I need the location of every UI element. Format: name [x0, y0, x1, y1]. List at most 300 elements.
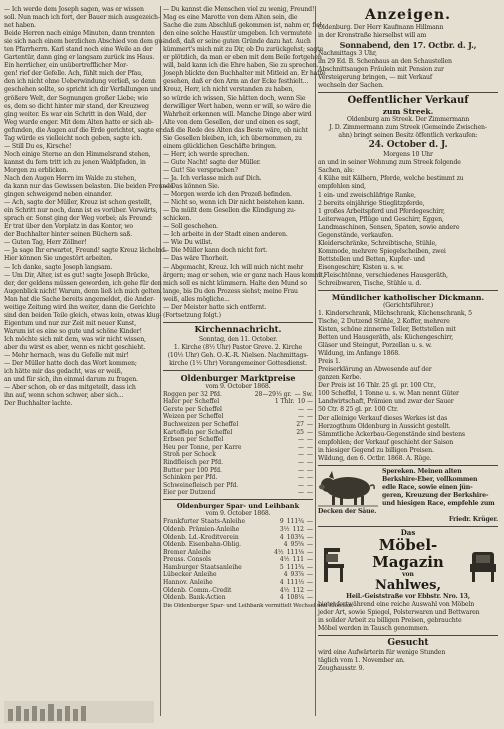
bank-rates-title: Oldenburger Spar- und Leihbank	[176, 501, 300, 510]
story-text-line: — Ich danke, sagte Joseph langsam.	[4, 263, 113, 271]
market-price-row-cell: Gerste per Scheffel	[163, 405, 222, 413]
story-text-line: Kreuz, Herr, ich nicht verstanden zu haben,	[163, 86, 294, 94]
pig-ad-line: edle Race, sowie einen jün-	[382, 483, 473, 491]
story-text-line: lange, bis Du den Prozess siehst; meine Frau	[163, 287, 298, 295]
verkauf-subtitle: zum Streek.	[382, 107, 434, 117]
market-price-row-cell: —	[298, 466, 304, 474]
story-text-line: — Um Dir, Alter, ist es gut! sagte Joseph Brücke,	[4, 271, 150, 279]
story-text-line: — Gut! Sie versprachen?	[163, 166, 238, 174]
divider	[318, 526, 498, 527]
bank-rate-row-cell: 95⅝	[290, 541, 304, 549]
divider	[318, 92, 498, 93]
story-text-line: gingen schweigend neben einander.	[4, 191, 113, 199]
market-price-row	[163, 406, 313, 414]
story-text-line: — Ja sage Ihr erwartet, Freund! sagte Kreuz lächelnd.	[4, 247, 167, 255]
divider	[163, 370, 313, 371]
market-price-row-cell: Buchweizen per Scheffel	[163, 421, 239, 429]
dickmann-line: ganzen Kerbe.	[318, 374, 362, 382]
story-text-line: gesehen, daß er den Arm an der Ecke festhielt...	[163, 78, 309, 86]
verkauf-line: 24. October d. J.	[368, 140, 448, 151]
moebel-ad-line: Möbel werden in Tausch genommen.	[318, 624, 429, 632]
market-price-row	[163, 467, 313, 475]
pig-icon	[318, 468, 378, 508]
market-price-row	[163, 436, 313, 444]
bank-rate-row-cell: 111	[292, 556, 304, 564]
market-price-row-cell: —	[307, 466, 313, 474]
story-text-line: den ich nicht ohne Ueberwindung verließ, so denn	[4, 78, 156, 86]
market-price-row-cell: 10 —	[297, 398, 313, 406]
market-price-row	[163, 482, 313, 490]
story-text-line: — Gute Nacht! sagte der Müller.	[163, 158, 261, 166]
verkauf-list-item: Eisengeschirr, Kisten u. s. w.	[318, 263, 404, 271]
story-text-line: Weg wurde enger. Mit dem Alten hatte er sich ab-	[4, 118, 154, 126]
bank-rate-row-cell: 112	[292, 525, 304, 533]
market-price-row-cell: —	[298, 481, 304, 489]
bank-rate-row-cell: Hamburger Staatsanleihe	[163, 563, 242, 571]
moebel-title-3: von	[402, 570, 414, 578]
story-text-line: sind den beiden Teile gleich, etwas kein, etwas klug-	[4, 311, 162, 319]
story-text-line: Ein herrlicher, ein unübertrefflicher Mor-	[4, 62, 128, 70]
church-notice-line: Sonntag, den 11. October.	[198, 335, 278, 343]
market-price-row	[163, 489, 313, 497]
story-text-line: Morgen zu erblicken.	[4, 166, 69, 174]
bank-rate-row-cell: Preuss. Consols	[163, 556, 212, 564]
market-price-row-cell: Roggen per 32 Pfd.	[163, 390, 222, 398]
dickmann-line: 50 Ctr. 8 25 gl. pr. 100 Ctr.	[318, 406, 398, 414]
bank-rate-row-cell: 5	[279, 563, 284, 571]
verkauf-line: Morgens 10 Uhr	[383, 151, 433, 159]
bank-rates-date: vom 9. October 1868.	[205, 510, 271, 518]
verkauf-list-item: Schreibwaren, Tische, Stühle u. d.	[318, 280, 422, 288]
bank-rate-row-cell: 103¾	[286, 533, 304, 541]
verkauf-list-item: Landmaschinen, Sensen, Spaten, sowie andere	[318, 223, 460, 231]
story-text-line: — Guten Tag, Herr Zöllner!	[4, 239, 87, 247]
story-text-line: Wahrheit erkennen will. Manche Dinge aber wird	[163, 110, 312, 118]
market-price-row-cell: —	[298, 436, 304, 444]
bank-rate-row	[163, 587, 313, 595]
chair-icon	[318, 546, 348, 584]
bank-rate-row-cell: —	[307, 571, 313, 579]
story-text-line: es, dem so dicht hinter mir stand, der Kreuzweg	[4, 102, 149, 110]
story-text-line: Augenblick nicht! Warum, denn ließ ich mich gelten.	[4, 287, 162, 295]
story-text-line: geschehen sollte, so spricht ich dir Verfallungen und	[4, 86, 162, 94]
story-text-line: — Soll geschehen.	[163, 223, 219, 231]
bank-rate-row-cell: 3½	[279, 525, 290, 533]
story-text-line: ten Pfarrherrn. Karl stand noch eine Weile an der	[4, 46, 153, 54]
market-price-row-cell: 27	[296, 421, 304, 429]
gesucht-line: täglich vom 1. November an.	[318, 656, 405, 664]
story-text-line: derwilliger Wert haben, wenn er will, so wäre die	[163, 102, 311, 110]
bank-rate-row	[163, 594, 313, 602]
bank-rate-row	[163, 518, 313, 526]
market-price-row-cell: —	[307, 459, 313, 466]
bank-rate-row-cell: —	[307, 541, 313, 549]
column-rule-right	[315, 6, 316, 716]
gesucht-title: Gesucht	[387, 637, 429, 648]
bank-rate-row-cell: —	[307, 525, 313, 533]
bank-rate-row-cell: 4½	[279, 586, 290, 594]
story-text-line: — Herr, ich werde sprechen.	[163, 150, 250, 158]
bank-rate-row-cell: 4½	[274, 548, 284, 556]
anzeigen-intro-line: Sonnabend, den 17. Octbr. d. J.,	[339, 40, 477, 51]
dickmann-line: 1. Kinderschrank, Milchschrank, Küchenschrank, 5	[318, 309, 472, 317]
market-price-row-cell: —	[307, 428, 313, 436]
market-price-row-cell: —	[307, 451, 313, 459]
bank-rate-row-cell: 111⅓	[286, 579, 304, 587]
bank-rates-note: Die Oldenburger Spar- und Leihbank vermittelt Wechsel und Effecten.	[163, 602, 354, 609]
pig-ad-line: Berkshire-Eber, vollkommen	[382, 475, 478, 483]
bank-rate-row-cell: 108¼	[286, 594, 304, 602]
bank-rate-row	[163, 534, 313, 542]
market-price-row-cell: Heu per Tonne, per Karre	[163, 443, 242, 451]
story-text-line: ihn auf, wenn schon schwer, aber sich...	[4, 392, 124, 400]
story-continuation	[163, 6, 326, 320]
bank-rate-row-cell: —	[307, 579, 313, 587]
archive-stamp-icon	[4, 701, 154, 723]
bank-rate-row	[163, 541, 313, 549]
story-text-line: Sache die zum Abschluß gekommen ist, nahm er, fiel	[163, 22, 322, 30]
anzeigen-title: Anzeigen.	[365, 7, 451, 23]
story-text-line: da kann nur das Gewissen belasten. Die beiden Freunde	[4, 183, 174, 191]
dickmann-line: Der Preis ist 16 Thlr. 25 gl. pr. 100 Ctr.,	[318, 382, 436, 390]
story-text-line: den eine solche Haustür umgeben. Ich vermutete	[163, 30, 312, 38]
dickmann-line: Sämmtliche Ackerbau-Gegenstände sind bestens	[318, 430, 465, 438]
pig-ad-line: geren, Kreuzung der Berkshire-	[382, 491, 489, 499]
bank-rate-row	[163, 526, 313, 534]
story-text-line: gen! rief der Gefelle. Ach, fühlt mich der Pfau,	[4, 70, 143, 78]
moebel-title-4: Nahlwes,	[374, 577, 441, 593]
dickmann-line: Wildung, im Anfange 1868.	[318, 350, 400, 358]
market-price-row-cell: —	[307, 421, 313, 429]
pig-ad-line: und hiesigen Race, empfehle zum	[382, 499, 495, 507]
story-text-line: — Das können Sie.	[163, 183, 220, 191]
divider	[318, 465, 498, 466]
dickmann-line: Tische, 2 Dutzend Stühle, 2 Koffer, mehrere	[318, 317, 450, 325]
gesucht-ad	[318, 638, 498, 673]
story-text-line: gefunden, die Augen auf die Erde gerichtet, sagte er:	[4, 126, 164, 134]
dickmann-line: Der alleinige Verkauf dieses Werkes ist das	[318, 414, 448, 422]
story-text-line: net haben.	[4, 22, 36, 30]
divider	[318, 290, 498, 291]
story-text-line: — Der Müller hatte doch das Wort kommen;	[4, 360, 137, 368]
market-price-row-cell: Weizen per Scheffel	[163, 413, 224, 421]
market-price-row-cell: 1 Thlr.	[274, 398, 295, 406]
story-text-line: — Ich werde dem Joseph sagen, was er wissen	[4, 6, 144, 13]
story-text-line: Hier können Sie ungestört arbeiten.	[4, 255, 113, 263]
verkauf-line: J. D. Zimmermann zum Streek (Gemeinde Zwischen-	[329, 124, 487, 132]
story-text-line: Sie Gesellen bleiben, ich, ich übernommen, zu	[163, 134, 302, 142]
market-price-row-cell: —	[298, 474, 304, 482]
moebel-ad-line: in solider Arbeit zu billigen Preisen, gebrauchte	[318, 616, 462, 624]
bank-rate-row-cell: —	[307, 548, 313, 556]
dickmann-line: empfohlen; der Verkauf geschieht der Saison	[318, 438, 454, 446]
market-price-row-cell: Rindfleisch per Pfd.	[163, 459, 223, 466]
story-text-line: einem glücklichen Geschäfte bringen.	[163, 142, 277, 150]
story-text-line: weiß, alles mögliche...	[163, 295, 230, 303]
bank-rate-row-cell: 4	[279, 533, 284, 541]
market-price-row-cell: Schweinefleisch per Pfd.	[163, 481, 239, 489]
divider	[163, 322, 313, 323]
story-text-line: Nach den Augen Herrn im Walde zu stehen,	[4, 174, 137, 182]
advertisements-column	[318, 6, 498, 673]
market-price-row-cell: 28—29⅓ gr.	[254, 390, 292, 398]
verkauf-line: Oldenburg am Streek. Der Zimmermann	[346, 116, 470, 124]
market-price-row	[163, 413, 313, 421]
story-text-line: — Nicht so, wenn ich Dir nicht beistehen kann.	[163, 199, 305, 207]
dickmann-line: Landwirtschaft, Prämien und zwar der Sauer	[318, 398, 454, 406]
market-price-row-cell: Butter per 100 Pfd.	[163, 466, 222, 474]
dickmann-line: Gläser und Steingut, Porzellan u. s. w.	[318, 342, 432, 350]
story-text-line: Er trat über den Vorplatz in das Kontor, wo	[4, 223, 133, 231]
pig-ad	[318, 468, 498, 524]
anzeigen-intro-line: Nachmittags 3 Uhr,	[318, 50, 377, 58]
bank-rate-row-cell: 4½	[279, 556, 290, 564]
story-text-line: kannst du fern tritt ich zu jenen Waldpfaden, in	[4, 158, 146, 166]
bank-rate-row-cell: 111¾	[286, 518, 304, 526]
anzeigen-intro-line: Versteigerung bringen, — mit Verkauf	[318, 74, 433, 82]
market-price-row	[163, 429, 313, 437]
verkauf-list-item: 1 ein- und zweischläfrige Ranke,	[318, 191, 416, 199]
story-column-left	[4, 6, 174, 408]
story-text-line: weitige Zeitung wird ihn weiter, dann die Gerichte	[4, 303, 156, 311]
story-text-line: so würde ich wissen, Sie hätten doch, wenn Sie	[163, 94, 306, 102]
dickmann-line: Kisten, schöne zinnerne Teller, Bettstellen mit	[318, 326, 456, 333]
story-text-line: ging weiter. Es war ein Schritt in den Wald, der	[4, 110, 147, 118]
bank-rate-row-cell: Oldenb. Eisenbahn-Oblig.	[163, 541, 242, 549]
market-price-row-cell: Eier per Dutzend	[163, 489, 216, 497]
market-price-row-cell: —	[307, 443, 313, 451]
bank-rate-row-cell: —	[307, 556, 313, 564]
story-text-line: er plötzlich, da man er eben mit dem Beile fortgehen	[163, 54, 322, 62]
anzeigen-intro-line: Oldenburg. Der Herr Kaufmann Hillmann	[318, 24, 444, 31]
moebel-title-1: Das	[400, 527, 416, 537]
bank-rate-row-cell: —	[307, 518, 313, 526]
market-price-row-cell: — Sw.	[294, 390, 313, 398]
market-price-row	[163, 459, 313, 467]
story-text-line: Alte von dem Gesellen, der und einen es sagt,	[163, 118, 301, 126]
verkauf-list-item: Bettstellen und Betten, Kupfer- und	[318, 255, 425, 263]
story-text-line: mich soll es nicht kümmern. Halte den Mund so	[163, 279, 307, 287]
story-text-line: der, der geldens müssen geworden, ich gehe für den	[4, 279, 162, 287]
dickmann-line: 100 Scheffel, 1 Tonne u. s. w. Man nennt Güter	[318, 390, 459, 398]
dickmann-title: Mündlicher katholischer Dickmann.	[331, 292, 485, 302]
market-price-row	[163, 398, 313, 406]
moebel-ad-line: jeder Art, sowie Spiegel, Polsterwaren und Bettwaren	[318, 608, 480, 616]
anzeigen-intro-line: wechseln der Sachen.	[318, 82, 384, 90]
story-text-line: schicken.	[163, 215, 192, 223]
story-text-line: größere Welt, der Segnungen großer Liebe; wie	[4, 94, 148, 102]
market-price-row	[163, 474, 313, 482]
story-text-line: — Wie Du willst.	[163, 239, 213, 247]
story-text-line: Ich möchte sich mit dem, was wir nicht wissen,	[4, 335, 146, 343]
pig-ad-line: Decken der Säue.	[318, 507, 377, 515]
story-text-line: (Fortsetzung folgt.)	[163, 311, 221, 319]
market-price-row-cell: —	[298, 413, 304, 421]
bank-rate-row-cell: Oldenb. Ld.-Kreditverein	[163, 533, 239, 541]
story-text-line: daß die Rede des Alten das Beste wäre, ob nicht	[163, 126, 308, 134]
market-prices-date: vom 9. October 1868.	[205, 382, 271, 390]
bank-rate-row-cell: 112	[292, 586, 304, 594]
verkauf-list-item: Kommode, mehrere Spiegelscheiben, zwei	[318, 247, 446, 255]
story-text-line: ein Schritt nur noch, dann ist es vorüber. Vorwärts,	[4, 207, 158, 215]
pig-ad-line: Spereken. Meinen alten	[382, 467, 462, 475]
market-price-row	[163, 391, 313, 399]
market-price-row	[163, 444, 313, 452]
market-price-row-cell: —	[298, 451, 304, 459]
market-price-row-cell: —	[298, 405, 304, 413]
bank-rate-row-cell: 93⅞	[290, 571, 304, 579]
story-text-line: Gartentür, dann ging er langsam zurück ins Haus.	[4, 54, 155, 62]
story-text-line: — Da müßt dem Gesellen die Kündigung zu-	[163, 207, 296, 215]
story-text-line: sprach er. Sonst ging der Weg vorbei; als Freund:	[4, 215, 153, 223]
bank-rate-row-cell: 4	[283, 541, 288, 549]
story-text-line: Joseph blickte den Buchhalter mit Mitleid an. Er hatte	[163, 70, 326, 78]
verkauf-list-item: Sachen, als:	[318, 167, 355, 175]
verkauf-list-item: Gegenstände, verkaufen.	[318, 231, 394, 239]
market-price-row-cell: Hafer per Scheffel	[163, 398, 220, 406]
market-price-row-cell: 25	[296, 428, 304, 436]
market-price-row-cell: Schinken per Pfd.	[163, 474, 218, 482]
bank-rate-row	[163, 564, 313, 572]
market-price-row-cell: —	[298, 443, 304, 451]
market-price-row-cell: Erbsen per Scheffel	[163, 436, 224, 444]
market-price-row-cell: —	[307, 489, 313, 497]
story-text-line: will, bald kann ich die Ehre haben, Sie zu sprechen.	[163, 62, 319, 70]
church-notice-line: 1. Kirche (8½ Uhr) Pastor Greve. 2. Kirche	[173, 343, 303, 351]
story-text-line: der Buchhalter hinter seinen Büchern saß.	[4, 231, 133, 239]
market-price-row-cell: —	[298, 459, 304, 466]
church-notice-title: Kirchennachricht.	[194, 324, 282, 335]
market-price-row	[163, 451, 313, 459]
dickmann-line: Wildung, den 6. Octbr. 1868. A. Rüge.	[318, 454, 432, 462]
bank-rate-row-cell: 111⅛	[286, 548, 304, 556]
dickmann-line: Preiserklärung an Abwesende auf der	[318, 366, 432, 374]
story-text-line: Eigentum und nur zur Zeit mit neuer Kunst,	[4, 319, 137, 327]
market-prices-title: Oldenburger Marktpreise	[180, 372, 296, 383]
story-text-line: — Der Meister hatte sich entfernt.	[163, 303, 267, 311]
story-text-line: kümmert's mich mit zu Dir, ob Du zurückgehst; sagte	[163, 46, 323, 54]
bank-rate-row-cell: 111¾	[286, 563, 304, 571]
dickmann-line: in hiesiger Gegend zu billigen Preisen.	[318, 446, 434, 454]
story-text-line: Noch einige Sterne an den Himmelsrand stehen,	[4, 150, 151, 158]
bank-rate-row-cell: Frankfurter Staats-Anleihe	[163, 518, 245, 526]
market-price-row-cell: —	[307, 436, 313, 444]
story-text-line: ärgern; mag er sehen, wie er ganz nach Haus kommt,	[163, 271, 325, 279]
story-text-line: — Morgen werde ich den Prozeß befinden.	[163, 191, 292, 199]
market-price-row-cell: —	[307, 481, 313, 489]
story-text-line: Der Buchhalter lachte.	[4, 400, 73, 408]
moebel-title-2: Möbel-Magazin	[372, 535, 444, 571]
bank-rate-row-cell: Lübecker Anleihe	[163, 571, 217, 579]
moebel-ad-line: bietet fortwährend eine reiche Auswahl von Möbeln	[318, 600, 475, 608]
market-price-row-cell: —	[307, 474, 313, 482]
market-price-row-cell: Kartoffeln per Scheffel	[163, 428, 233, 436]
dickmann-line: Herzogthum Oldenburg in Aussicht gestellt.	[318, 422, 451, 430]
market-prices	[163, 373, 313, 497]
bank-rate-row	[163, 579, 313, 587]
story-text-line: — Ach, sagte der Müller, Kreuz ist schon gestellt,	[4, 199, 152, 207]
market-price-row-cell: —	[307, 413, 313, 421]
dickmann-line: Preis 1.	[318, 358, 341, 366]
story-text-line: — Abgemacht, Kreuz. Ich will mich nicht mehr	[163, 263, 304, 271]
bank-rate-row-cell: Oldenb. Comm.-Credit	[163, 586, 232, 594]
anzeigen-intro-line: im 29 Ed. B. Schenhaus an den Schaustellen	[318, 58, 452, 66]
market-price-row-cell: Stroh per Schock	[163, 451, 216, 459]
bank-rate-row-cell: 4	[279, 594, 284, 602]
church-notice-line: kirche (1½ Uhr) Vorangemeiner Gottesdienst.	[169, 359, 307, 367]
bank-rate-row-cell: Bremer Anleihe	[163, 548, 211, 556]
armchair-icon	[468, 546, 498, 584]
bank-rate-row-cell: 9	[279, 518, 284, 526]
story-text-line: — Aber schon, ob er das mitgeteilt, dass ich	[4, 384, 136, 392]
verkauf-line: ahn) bringt seinen Besitz öffentlich verkaufen:	[338, 132, 478, 140]
bank-rate-row-cell: —	[307, 533, 313, 541]
story-text-line: sie sich nach einem herzlichen Abschied von dem gu-	[4, 38, 165, 46]
story-text-line: Man hat die Sache bereits angemeldet, die Ander-	[4, 295, 155, 303]
column-rule-left	[160, 6, 161, 716]
verkauf-list-item: 2 bereits einjährige Stieglitzpferde,	[318, 199, 425, 207]
bank-rate-row	[163, 549, 313, 557]
bank-rate-row-cell: 4	[279, 579, 284, 587]
verkauf-list-item: 4 Kühe mit Kälbern, Pferde, welche bestimmt zu	[318, 175, 464, 183]
bank-rate-row-cell: —	[307, 586, 313, 594]
church-notice	[163, 325, 313, 368]
story-text-line: — Still Du es, Kirsche!	[4, 142, 72, 150]
story-text-line: — Die Müller kann doch nicht fort.	[163, 247, 268, 255]
story-text-line: an und für sich, ihn einmal darum zu fragen.	[4, 376, 138, 384]
moebel-address: Heil.-Geiststraße vor Ebbstr. Nro. 13,	[346, 592, 470, 600]
bank-rate-row-cell: —	[307, 594, 313, 602]
market-price-row-cell: —	[298, 489, 304, 497]
bank-rate-row-cell: 4	[283, 571, 288, 579]
dickmann-subtitle: (Gerichtsführer.)	[382, 301, 434, 309]
verkauf-list-item: Leiterwagen, Pflüge und Geschirr, Eggen,	[318, 215, 444, 223]
story-text-line: — Ich arbeite in der Stadt einen anderen.	[163, 231, 288, 239]
story-text-line: Tag würde es vielleicht noch geben, sagte ich.	[4, 134, 143, 142]
story-text-line: — Ja. Ich verlasse mich auf Dich.	[163, 174, 262, 182]
gesucht-line: wird eine Aufwärterin für wenige Stunden	[318, 648, 446, 656]
story-text-line: Warum ist es eine so gute und schöne Kinder!	[4, 327, 142, 335]
bank-rate-row	[163, 571, 313, 579]
divider	[318, 635, 498, 636]
story-text-line: ich hätte mir das gedacht, was er weiß,	[4, 368, 123, 376]
story-text-line: indeß, daß er seine guten Gründe dazu hat. Auch	[163, 38, 311, 46]
divider	[163, 499, 313, 500]
verkauf-list-item: 1 Fleischtönne, verschiedenes Hausgeräth,	[318, 271, 448, 279]
pig-ad-signature: Friedr. Krüger.	[448, 515, 498, 523]
market-price-row	[163, 421, 313, 429]
moebel-ad	[318, 529, 498, 633]
verkauf-title: Oeffentlicher Verkauf	[347, 95, 469, 107]
church-notice-line: (10½ Uhr) Geh. O.-K.-R. Nielsen. Nachmittags-	[167, 351, 309, 359]
bank-rate-row-cell: Hannov. Anleihe	[163, 579, 213, 587]
bank-rate-row-cell: Oldenb. Prämien-Anleihe	[163, 525, 240, 533]
story-text-line: Mag es eine Marotte von dem Alten sein, die	[163, 14, 298, 22]
story-text-line: soll. Nun mach ich fort, der Bauer mich ausgezeich-	[4, 14, 160, 22]
market-price-row-cell: —	[307, 405, 313, 413]
story-text-line: — Du kannst die Menschen viel zu wenig, Freund!	[163, 6, 315, 13]
bank-rate-row	[163, 556, 313, 564]
bank-rate-row-cell: —	[307, 563, 313, 571]
anzeigen-intro-line: Abschnittsaugen Fräulein mit Pension zur	[318, 66, 444, 74]
story-text-line: aber du wirst es aber, wenn es nicht geschieht.	[4, 343, 146, 351]
verkauf-list-item: empfehlen sind,	[318, 183, 366, 191]
anzeigen-intro-line: in der Kronstraße hierselbst will am	[318, 32, 427, 40]
verkauf-list-item: an und in seiner Wohnung zum Streek folgende	[318, 159, 461, 167]
dickmann-line: Betten und Hausgeräth, als: Küchengeschirr,	[318, 334, 454, 342]
story-text-line: — Mehr hernach, was du Gefelle mit mir!	[4, 352, 129, 360]
story-text-line: Beide Herren nach einige Minuten, dann trennten	[4, 30, 155, 38]
